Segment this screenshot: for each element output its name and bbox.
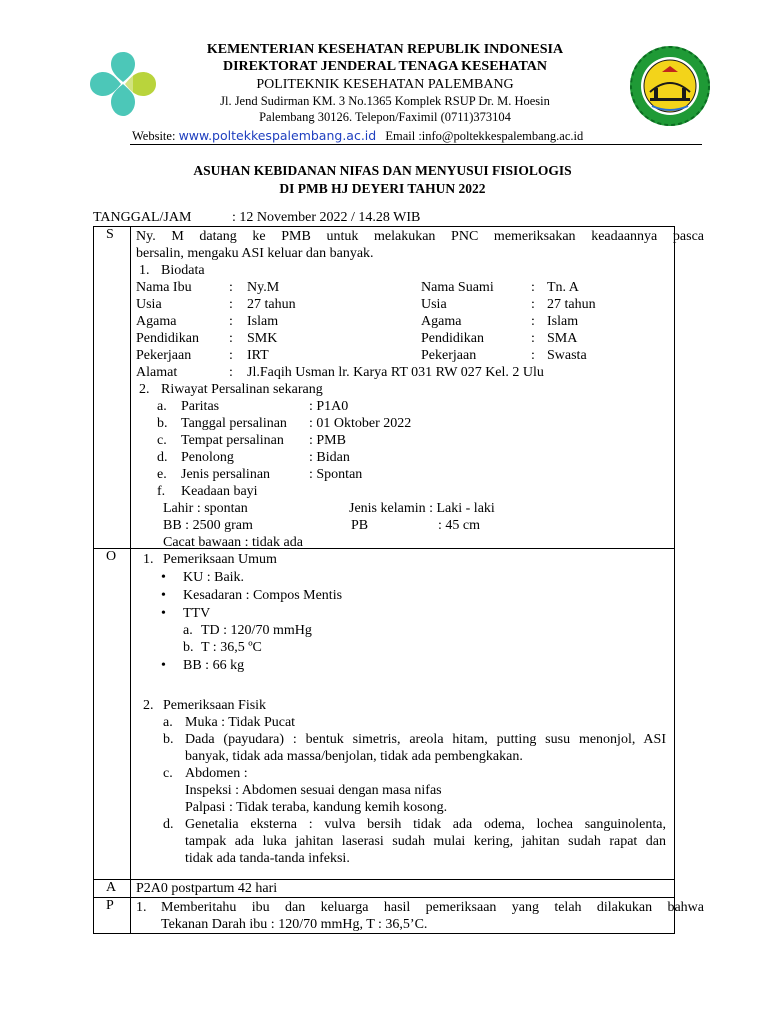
document-title: ASUHAN KEBIDANAN NIFAS DAN MENYUSUI FISIOLOGIS bbox=[193, 163, 572, 178]
header-divider bbox=[130, 144, 702, 145]
directorate-name: DIREKTORAT JENDERAL TENAGA KESEHATAN bbox=[222, 59, 548, 74]
bayi-pb-label: PB bbox=[351, 518, 369, 533]
fisik-heading: Pemeriksaan Fisik bbox=[163, 698, 267, 713]
td-marker: a. bbox=[183, 623, 193, 638]
biodata-value: SMA bbox=[547, 331, 578, 346]
bullet: • bbox=[161, 570, 166, 585]
date-value: : 12 November 2022 / 14.28 WIB bbox=[232, 210, 421, 225]
soap-row-a bbox=[94, 880, 675, 898]
t-text: T : 36,5 ºC bbox=[201, 640, 262, 655]
alamat-label: Alamat bbox=[136, 365, 178, 380]
riwayat-value: : P1A0 bbox=[309, 399, 349, 414]
riwayat-value: : PMB bbox=[309, 433, 346, 448]
soap-table bbox=[93, 226, 704, 934]
assessment-text: P2A0 postpartum 42 hari bbox=[136, 881, 278, 896]
riwayat-heading: Riwayat Persalinan sekarang bbox=[161, 382, 323, 397]
muka-marker: a. bbox=[163, 715, 173, 730]
umum-heading: Pemeriksaan Umum bbox=[163, 552, 277, 567]
dada-line2: banyak, tidak ada massa/benjolan, tidak ada pembengkakan. bbox=[185, 749, 523, 764]
biodata-label: Pendidikan bbox=[421, 331, 484, 346]
biodata-colon: : bbox=[531, 297, 535, 312]
riwayat-marker: a. bbox=[157, 399, 167, 414]
address-line: Jl. Jend Sudirman KM. 3 No.1365 Komplek RSUP Dr. M. Hoesin bbox=[220, 94, 550, 108]
website-link[interactable]: www.poltekkespalembang.ac.id bbox=[178, 128, 377, 143]
biodata-label: Pekerjaan bbox=[136, 348, 192, 363]
bayi-berat-badan: BB : 2500 gram bbox=[163, 518, 253, 533]
td-text: TD : 120/70 mmHg bbox=[201, 623, 312, 638]
date-label: TANGGAL/JAM bbox=[93, 210, 192, 225]
riwayat-marker: e. bbox=[157, 467, 167, 482]
abdomen-marker: c. bbox=[163, 766, 173, 781]
document-subtitle: DI PMB HJ DEYERI TAHUN 2022 bbox=[279, 181, 486, 196]
t-marker: b. bbox=[183, 640, 194, 655]
biodata-colon: : bbox=[531, 348, 535, 363]
institution-name: POLITEKNIK KESEHATAN PALEMBANG bbox=[256, 77, 514, 92]
riwayat-marker: b. bbox=[157, 416, 168, 431]
palpasi-text: Palpasi : Tidak teraba, kandung kemih kosong. bbox=[185, 800, 448, 815]
s-intro-line2: bersalin, mengaku ASI keluar dan banyak. bbox=[136, 246, 374, 261]
subjective-cell bbox=[131, 227, 704, 550]
soap-row-p bbox=[94, 898, 675, 934]
row-label-p: P bbox=[94, 898, 131, 934]
biodata-heading: Biodata bbox=[161, 263, 205, 278]
biodata-number: 1. bbox=[139, 263, 150, 278]
genitalia-line2: tampak ada luka jahitan laserasi sudah mulai kering, jahitan sudah rapat dan bbox=[185, 834, 666, 849]
riwayat-value: : 01 Oktober 2022 bbox=[309, 416, 412, 431]
fisik-number: 2. bbox=[143, 698, 154, 713]
riwayat-value: : Spontan bbox=[309, 467, 363, 482]
biodata-label: Agama bbox=[421, 314, 462, 329]
bayi-pb-value: : 45 cm bbox=[438, 518, 480, 533]
plan-line2: Tekanan Darah ibu : 120/70 mmHg, T : 36,5’C. bbox=[161, 917, 428, 932]
genitalia-line1: Genetalia eksterna : vulva bersih tidak ada odema, lochea sanguinolenta, bbox=[185, 817, 666, 832]
biodata-colon: : bbox=[531, 331, 535, 346]
biodata-label: Pekerjaan bbox=[421, 348, 477, 363]
biodata-value: SMK bbox=[247, 331, 278, 346]
dada-line1: Dada (payudara) : bentuk simetris, areola hitam, putting susu menonjol, ASI bbox=[185, 732, 666, 747]
biodata-label: Usia bbox=[421, 297, 447, 312]
riwayat-marker: f. bbox=[157, 484, 166, 499]
riwayat-item: Keadaan bayi bbox=[181, 484, 258, 499]
email-text: Email :info@poltekkespalembang.ac.id bbox=[385, 129, 584, 143]
plan-number: 1. bbox=[136, 900, 147, 915]
ttv-text: TTV bbox=[183, 606, 211, 621]
poltekkes-palembang-seal bbox=[628, 44, 712, 128]
biodata-value: Tn. A bbox=[547, 280, 579, 295]
biodata-colon: : bbox=[229, 348, 233, 363]
bb-text: BB : 66 kg bbox=[183, 658, 245, 673]
biodata-colon: : bbox=[229, 280, 233, 295]
riwayat-marker: d. bbox=[157, 450, 168, 465]
riwayat-value: : Bidan bbox=[309, 450, 350, 465]
biodata-value: Swasta bbox=[547, 348, 587, 363]
biodata-value: Ny.M bbox=[247, 280, 280, 295]
riwayat-item: Penolong bbox=[181, 450, 234, 465]
genitalia-line3: tidak ada tanda-tanda infeksi. bbox=[185, 851, 350, 866]
biodata-value: Islam bbox=[547, 314, 579, 329]
soap-row-o bbox=[94, 549, 675, 880]
ministry-name: KEMENTERIAN KESEHATAN REPUBLIK INDONESIA bbox=[206, 42, 564, 57]
biodata-value: IRT bbox=[247, 348, 269, 363]
alamat-colon: : bbox=[229, 365, 233, 380]
assessment-cell bbox=[131, 880, 675, 898]
riwayat-marker: c. bbox=[157, 433, 167, 448]
muka-text: Muka : Tidak Pucat bbox=[185, 715, 296, 730]
genitalia-marker: d. bbox=[163, 817, 174, 832]
riwayat-number: 2. bbox=[139, 382, 150, 397]
biodata-value: Islam bbox=[247, 314, 279, 329]
umum-number: 1. bbox=[143, 552, 154, 567]
biodata-label: Nama Ibu bbox=[136, 280, 192, 295]
biodata-label: Usia bbox=[136, 297, 162, 312]
contact-line bbox=[132, 128, 583, 144]
bullet: • bbox=[161, 658, 166, 673]
city-phone-line: Palembang 30126. Telepon/Faximil (0711)373104 bbox=[259, 110, 511, 124]
biodata-value: 27 tahun bbox=[247, 297, 296, 312]
riwayat-item: Tanggal persalinan bbox=[181, 416, 287, 431]
website-label: Website: bbox=[132, 129, 176, 143]
bullet: • bbox=[161, 588, 166, 603]
objective-cell bbox=[131, 549, 675, 880]
kesadaran-text: Kesadaran : Compos Mentis bbox=[183, 588, 343, 603]
dada-marker: b. bbox=[163, 732, 174, 747]
kemenkes-logo bbox=[88, 48, 158, 120]
biodata-colon: : bbox=[229, 314, 233, 329]
row-label-a: A bbox=[94, 880, 131, 898]
abdomen-text: Abdomen : bbox=[185, 766, 248, 781]
ku-text: KU : Baik. bbox=[183, 570, 245, 585]
row-label-s: S bbox=[94, 227, 131, 549]
biodata-colon: : bbox=[229, 297, 233, 312]
biodata-value: 27 tahun bbox=[547, 297, 596, 312]
alamat-value: Jl.Faqih Usman lr. Karya RT 031 RW 027 Kel. 2 Ulu bbox=[247, 365, 544, 380]
bayi-cacat-bawaan: Cacat bawaan : tidak ada bbox=[163, 535, 303, 550]
biodata-colon: : bbox=[229, 331, 233, 346]
inspeksi-text: Inspeksi : Abdomen sesuai dengan masa nifas bbox=[185, 783, 442, 798]
plan-line1: Memberitahu ibu dan keluarga hasil pemeriksaan yang telah dilakukan bahwa bbox=[161, 900, 704, 915]
plan-cell bbox=[131, 898, 704, 934]
biodata-colon: : bbox=[531, 314, 535, 329]
biodata-label: Agama bbox=[136, 314, 177, 329]
bayi-jenis-kelamin: Jenis kelamin : Laki - laki bbox=[349, 501, 495, 516]
biodata-colon: : bbox=[531, 280, 535, 295]
s-intro-line1: Ny. M datang ke PMB untuk melakukan PNC memeriksakan keadaannya pasca bbox=[136, 229, 704, 244]
biodata-label: Nama Suami bbox=[421, 280, 494, 295]
riwayat-item: Paritas bbox=[181, 399, 220, 414]
riwayat-item: Tempat persalinan bbox=[181, 433, 284, 448]
soap-row-s bbox=[94, 227, 675, 549]
bullet: • bbox=[161, 606, 166, 621]
bayi-lahir: Lahir : spontan bbox=[163, 501, 248, 516]
biodata-label: Pendidikan bbox=[136, 331, 199, 346]
row-label-o: O bbox=[94, 549, 131, 880]
riwayat-item: Jenis persalinan bbox=[181, 467, 271, 482]
